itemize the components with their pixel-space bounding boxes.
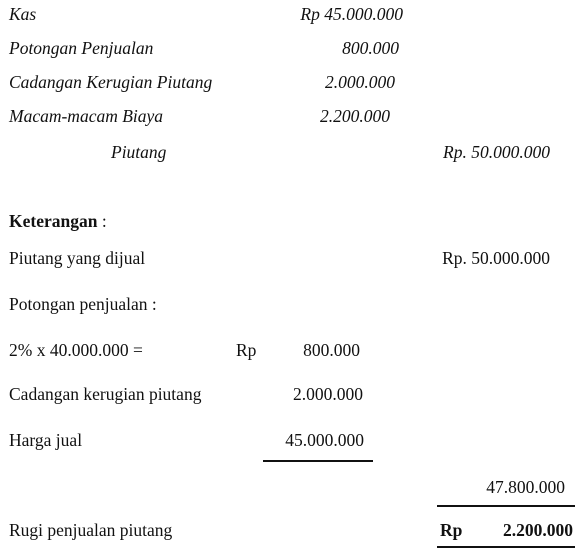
journal-potongan-amount: 800.000 [342,38,399,58]
subtotal-underline [437,505,575,507]
journal-piutang-label: Piutang [111,142,167,162]
rugi-penjualan-label: Rugi penjualan piutang [9,520,173,540]
piutang-dijual-amount: Rp. 50.000.000 [442,248,550,268]
cadangan-kerugian-label: Cadangan kerugian piutang [9,384,202,404]
journal-biaya-amount: 2.200.000 [320,106,390,126]
rugi-amount: 2.200.000 [503,520,573,540]
harga-jual-label: Harga jual [9,430,83,450]
potongan-calc: 2% x 40.000.000 = [9,340,143,360]
journal-biaya-label: Macam-macam Biaya [9,106,164,126]
cadangan-kerugian-amount: 2.000.000 [293,384,363,404]
keterangan-heading-text: Keterangan [9,211,98,231]
potongan-amount: 800.000 [303,340,360,360]
potongan-penjualan-label: Potongan penjualan : [9,294,157,314]
subtotal-amount: 47.800.000 [486,477,565,497]
journal-kas-label: Kas [9,4,37,24]
journal-cadangan-amount: 2.000.000 [325,72,395,92]
rugi-double-underline [437,546,575,548]
journal-potongan-label: Potongan Penjualan [9,38,154,58]
journal-piutang-amount: Rp. 50.000.000 [443,142,550,162]
harga-jual-amount: 45.000.000 [285,430,364,450]
potongan-rp: Rp [236,340,257,360]
rugi-rp: Rp [440,520,463,540]
keterangan-heading [9,213,107,231]
harga-jual-underline [263,460,373,462]
keterangan-heading-colon: : [97,211,107,231]
journal-kas-amount: Rp 45.000.000 [300,4,403,24]
piutang-dijual-label: Piutang yang dijual [9,248,146,268]
journal-cadangan-label: Cadangan Kerugian Piutang [9,72,213,92]
